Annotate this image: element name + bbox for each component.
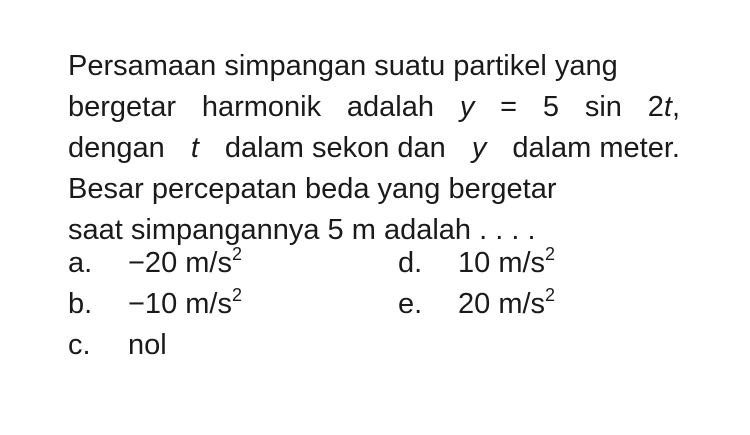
option-value: 10 m/s xyxy=(458,247,546,279)
option-letter: b. xyxy=(68,288,93,320)
word: dengan xyxy=(68,132,165,164)
question-line-3 xyxy=(68,128,680,169)
comma: , xyxy=(671,91,680,123)
question-line-2 xyxy=(68,87,680,128)
option-exponent: 2 xyxy=(231,244,242,264)
option-b[interactable] xyxy=(68,284,242,325)
option-value: −20 m/s xyxy=(128,247,232,279)
variable-y: y xyxy=(459,91,475,123)
option-exponent: 2 xyxy=(231,285,242,305)
question-line-4: Besar percepatan beda yang bergetar xyxy=(68,173,557,205)
option-letter: d. xyxy=(398,247,423,279)
option-letter: a. xyxy=(68,247,93,279)
variable-y: y xyxy=(471,132,487,164)
variable-t: t xyxy=(663,91,672,123)
option-c[interactable] xyxy=(68,325,167,366)
word: adalah xyxy=(346,91,435,123)
word: harmonik xyxy=(201,91,322,123)
question-line-5: saat simpangannya 5 m adalah . . . . xyxy=(68,214,536,246)
option-letter: c. xyxy=(68,329,91,361)
phrase: dalam sekon dan xyxy=(224,132,446,164)
option-a[interactable] xyxy=(68,243,242,284)
option-exponent: 2 xyxy=(545,285,556,305)
question-text xyxy=(68,46,680,251)
question-line-1: Persamaan simpangan suatu partikel yang xyxy=(68,50,618,82)
amplitude: 5 xyxy=(542,91,560,123)
option-value: 20 m/s xyxy=(458,288,546,320)
option-d[interactable] xyxy=(398,243,555,284)
word: bergetar xyxy=(68,91,177,123)
coefficient: 2 xyxy=(647,91,664,123)
option-value: −10 m/s xyxy=(128,288,232,320)
option-letter: e. xyxy=(398,288,423,320)
angular-term xyxy=(648,87,680,128)
sine-function: sin xyxy=(584,91,622,123)
options-row-1 xyxy=(68,243,708,284)
options-row-3 xyxy=(68,325,708,366)
option-value: nol xyxy=(128,329,167,361)
option-e[interactable] xyxy=(398,284,555,325)
option-exponent: 2 xyxy=(545,244,556,264)
variable-t: t xyxy=(190,132,199,164)
options-row-2 xyxy=(68,284,708,325)
equals-sign: = xyxy=(500,91,518,123)
phrase: dalam meter. xyxy=(512,132,680,164)
answer-options xyxy=(68,243,708,366)
